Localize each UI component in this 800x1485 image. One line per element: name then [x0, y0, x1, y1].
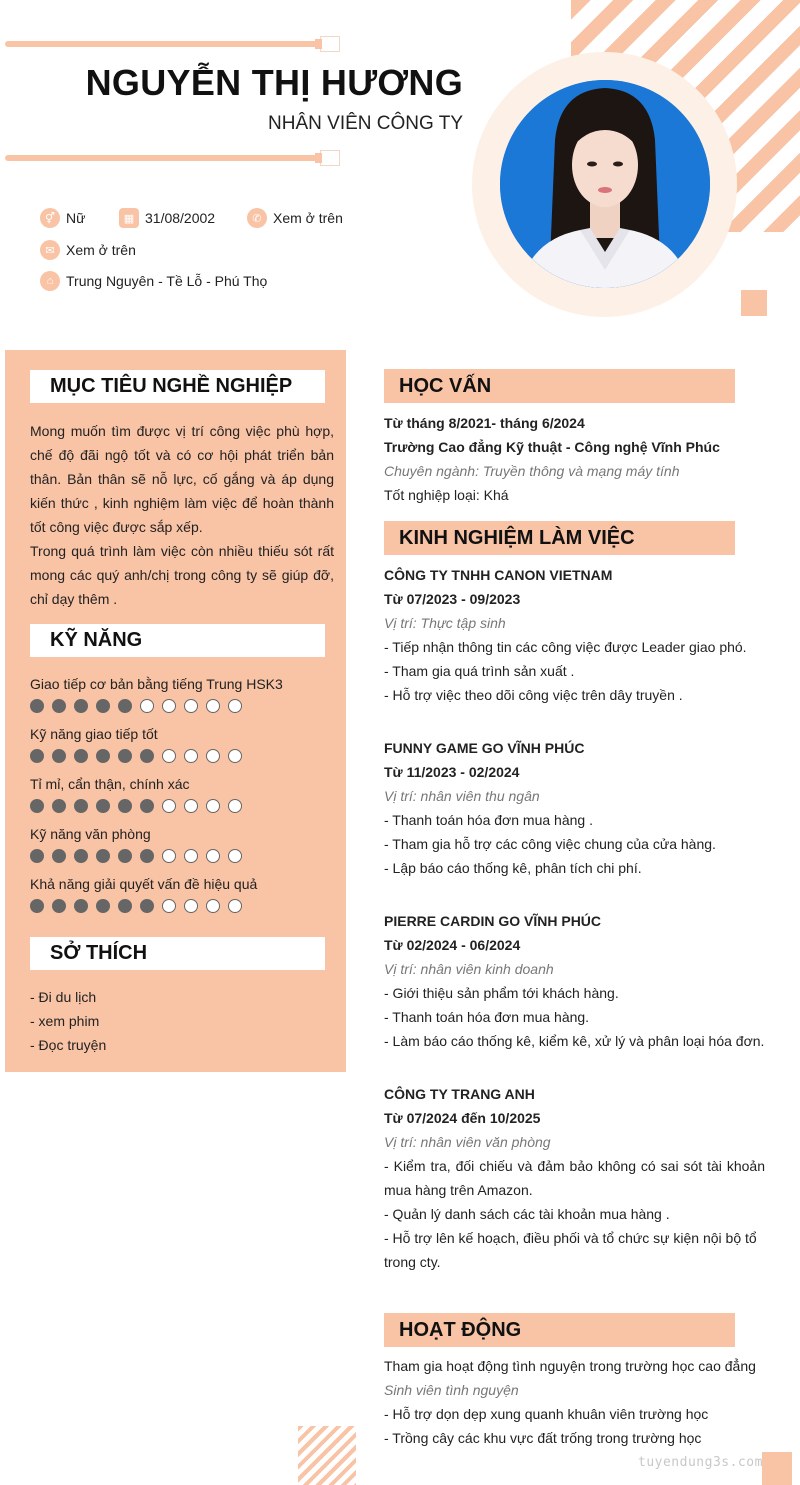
address-value: Trung Nguyên - Tề Lỗ - Phú Thọ: [66, 273, 268, 289]
skill-name: Kỹ năng văn phòng: [30, 826, 151, 842]
rating-dot-empty: [228, 699, 242, 713]
skill-name: Khả năng giải quyết vấn đề hiệu quả: [30, 876, 258, 892]
skill-rating: [30, 749, 250, 763]
rating-dot-empty: [140, 699, 154, 713]
decorative-square: [762, 1452, 792, 1485]
contact-dob: [119, 208, 215, 228]
rating-dot-filled: [74, 799, 88, 813]
email-value: Xem ở trên: [66, 242, 136, 258]
education-major: Chuyên ngành: Truyền thông và mạng máy tính: [384, 463, 680, 479]
phone-value: Xem ở trên: [273, 210, 343, 226]
rating-dot-filled: [118, 799, 132, 813]
objective-text: Mong muốn tìm được vị trí công việc phù hợp, chế độ đãi ngộ tốt và có cơ hội phát triển bản thân. Bản thân sẽ nỗ lực, cố gắng và áp dụng kiến thức , kinh nghiệm làm việc để hoàn thành tốt công việc được sắp xếp.: [30, 423, 334, 535]
decorative-square: [741, 290, 767, 316]
rating-dot-filled: [140, 749, 154, 763]
job-task: - Tham gia quá trình sản xuất .: [384, 663, 575, 679]
rating-dot-filled: [118, 849, 132, 863]
rating-dot-filled: [96, 899, 110, 913]
job-task: - Tham gia hỗ trợ các công việc chung của cửa hàng.: [384, 836, 716, 852]
experience-heading: KINH NGHIỆM LÀM VIỆC: [384, 521, 735, 555]
activity-task: - Hỗ trợ dọn dẹp xung quanh khuân viên trường học: [384, 1406, 709, 1422]
rating-dot-empty: [162, 749, 176, 763]
header-line-bottom: [5, 155, 338, 161]
rating-dot-filled: [30, 799, 44, 813]
hobby-item: - Đọc truyện: [30, 1037, 107, 1053]
rating-dot-filled: [52, 899, 66, 913]
job-task: - Thanh toán hóa đơn mua hàng .: [384, 812, 593, 828]
portrait-illustration: [500, 80, 710, 288]
skill-rating: [30, 899, 250, 913]
rating-dot-filled: [74, 849, 88, 863]
rating-dot-filled: [74, 899, 88, 913]
job-task: - Làm báo cáo thống kê, kiểm kê, xử lý và phân loại hóa đơn.: [384, 1033, 765, 1049]
hobby-item: - xem phim: [30, 1013, 100, 1029]
profile-photo: [500, 80, 710, 288]
education-period: Từ tháng 8/2021- tháng 6/2024: [384, 415, 585, 431]
decorative-stripes-bottom: [298, 1426, 356, 1485]
activity-desc: Tham gia hoạt động tình nguyện trong trường học cao đẳng: [384, 1358, 756, 1374]
rating-dot-filled: [118, 699, 132, 713]
job-company: FUNNY GAME GO VĨNH PHÚC: [384, 740, 585, 756]
rating-dot-filled: [30, 699, 44, 713]
job-task: - Tiếp nhận thông tin các công việc được Leader giao phó.: [384, 639, 747, 655]
job-task: - Lập báo cáo thống kê, phân tích chi phí.: [384, 860, 642, 876]
calendar-icon: ▦: [119, 208, 139, 228]
rating-dot-empty: [206, 899, 220, 913]
job-task: - Hỗ trợ việc theo dõi công việc trên dây truyền .: [384, 687, 683, 703]
phone-icon: ✆: [247, 208, 267, 228]
rating-dot-filled: [140, 899, 154, 913]
rating-dot-filled: [74, 749, 88, 763]
job-company: PIERRE CARDIN GO VĨNH PHÚC: [384, 913, 602, 929]
activity-task: - Trồng cây các khu vực đất trống trong trường học: [384, 1430, 702, 1446]
job-period: Từ 07/2023 - 09/2023: [384, 591, 521, 607]
candidate-name: NGUYỄN THỊ HƯƠNG: [85, 62, 463, 103]
objective-text-2: Trong quá trình làm việc còn nhiều thiếu sót rất mong các quý anh/chị trong công ty sẽ giúp đỡ, chỉ dạy thêm .: [30, 543, 334, 607]
skill-name: Giao tiếp cơ bản bằng tiếng Trung HSK3: [30, 676, 283, 692]
job-position: Vị trí: nhân viên văn phòng: [384, 1134, 551, 1150]
rating-dot-filled: [52, 749, 66, 763]
rating-dot-filled: [52, 799, 66, 813]
rating-dot-empty: [184, 899, 198, 913]
rating-dot-empty: [228, 899, 242, 913]
rating-dot-filled: [118, 749, 132, 763]
skills-heading: KỸ NĂNG: [30, 624, 325, 657]
job-task: - Thanh toán hóa đơn mua hàng.: [384, 1009, 590, 1025]
job-period: Từ 02/2024 - 06/2024: [384, 937, 521, 953]
job-task: - Kiểm tra, đối chiếu và đảm bảo không có sai sót tài khoản mua hàng trên Amazon.: [384, 1158, 765, 1198]
rating-dot-filled: [52, 699, 66, 713]
job-company: CÔNG TY TNHH CANON VIETNAM: [384, 567, 613, 583]
rating-dot-filled: [96, 849, 110, 863]
skill-name: Tỉ mỉ, cẩn thận, chính xác: [30, 776, 190, 792]
rating-dot-empty: [184, 799, 198, 813]
rating-dot-empty: [206, 799, 220, 813]
skill-rating: [30, 799, 250, 813]
rating-dot-empty: [206, 699, 220, 713]
rating-dot-empty: [228, 749, 242, 763]
rating-dot-empty: [162, 799, 176, 813]
candidate-title: NHÂN VIÊN CÔNG TY: [268, 113, 463, 134]
skill-rating: [30, 849, 250, 863]
job-task: - Hỗ trợ lên kế hoạch, điều phối và tổ chức sự kiện nội bộ tổ trong cty.: [384, 1230, 757, 1270]
activities-heading: HOẠT ĐỘNG: [384, 1313, 735, 1347]
rating-dot-filled: [96, 799, 110, 813]
contact-gender: [40, 208, 85, 228]
watermark: tuyendung3s.com: [638, 1455, 763, 1470]
education-heading: HỌC VẤN: [384, 369, 735, 403]
rating-dot-empty: [162, 699, 176, 713]
job-period: Từ 11/2023 - 02/2024: [384, 764, 520, 780]
rating-dot-empty: [184, 849, 198, 863]
rating-dot-filled: [96, 749, 110, 763]
rating-dot-filled: [74, 699, 88, 713]
job-task: - Quản lý danh sách các tài khoản mua hàng .: [384, 1206, 670, 1222]
rating-dot-empty: [206, 749, 220, 763]
rating-dot-filled: [30, 899, 44, 913]
rating-dot-empty: [162, 849, 176, 863]
job-company: CÔNG TY TRANG ANH: [384, 1086, 535, 1102]
gender-value: Nữ: [66, 210, 86, 226]
objective-heading: MỤC TIÊU NGHỀ NGHIỆP: [30, 370, 325, 403]
rating-dot-filled: [96, 699, 110, 713]
rating-dot-filled: [140, 849, 154, 863]
rating-dot-empty: [228, 799, 242, 813]
job-position: Vị trí: Thực tập sinh: [384, 615, 506, 631]
activity-role: Sinh viên tình nguyện: [384, 1382, 519, 1398]
rating-dot-filled: [52, 849, 66, 863]
rating-dot-filled: [140, 799, 154, 813]
job-period: Từ 07/2024 đến 10/2025: [384, 1110, 541, 1126]
rating-dot-filled: [30, 749, 44, 763]
job-task: - Giới thiệu sản phẩm tới khách hàng.: [384, 985, 619, 1001]
contact-email: [40, 240, 136, 260]
job-position: Vị trí: nhân viên kinh doanh: [384, 961, 554, 977]
hobby-item: - Đi du lịch: [30, 989, 97, 1005]
rating-dot-empty: [184, 749, 198, 763]
contact-phone: [247, 208, 343, 228]
hobbies-heading: SỞ THÍCH: [30, 937, 325, 970]
education-grade: Tốt nghiệp loại: Khá: [384, 487, 509, 503]
skill-rating: [30, 699, 250, 713]
rating-dot-empty: [206, 849, 220, 863]
gender-icon: ⚥: [40, 208, 60, 228]
dob-value: 31/08/2002: [145, 210, 216, 226]
rating-dot-filled: [118, 899, 132, 913]
email-icon: ✉: [40, 240, 60, 260]
job-position: Vị trí: nhân viên thu ngân: [384, 788, 540, 804]
rating-dot-empty: [162, 899, 176, 913]
skill-name: Kỹ năng giao tiếp tốt: [30, 726, 158, 742]
rating-dot-empty: [228, 849, 242, 863]
rating-dot-filled: [30, 849, 44, 863]
education-school: Trường Cao đẳng Kỹ thuật - Công nghệ Vĩnh Phúc: [384, 439, 720, 455]
home-icon: ⌂: [40, 271, 60, 291]
contact-address: [40, 271, 267, 291]
header-line-top: [5, 41, 338, 47]
rating-dot-empty: [184, 699, 198, 713]
